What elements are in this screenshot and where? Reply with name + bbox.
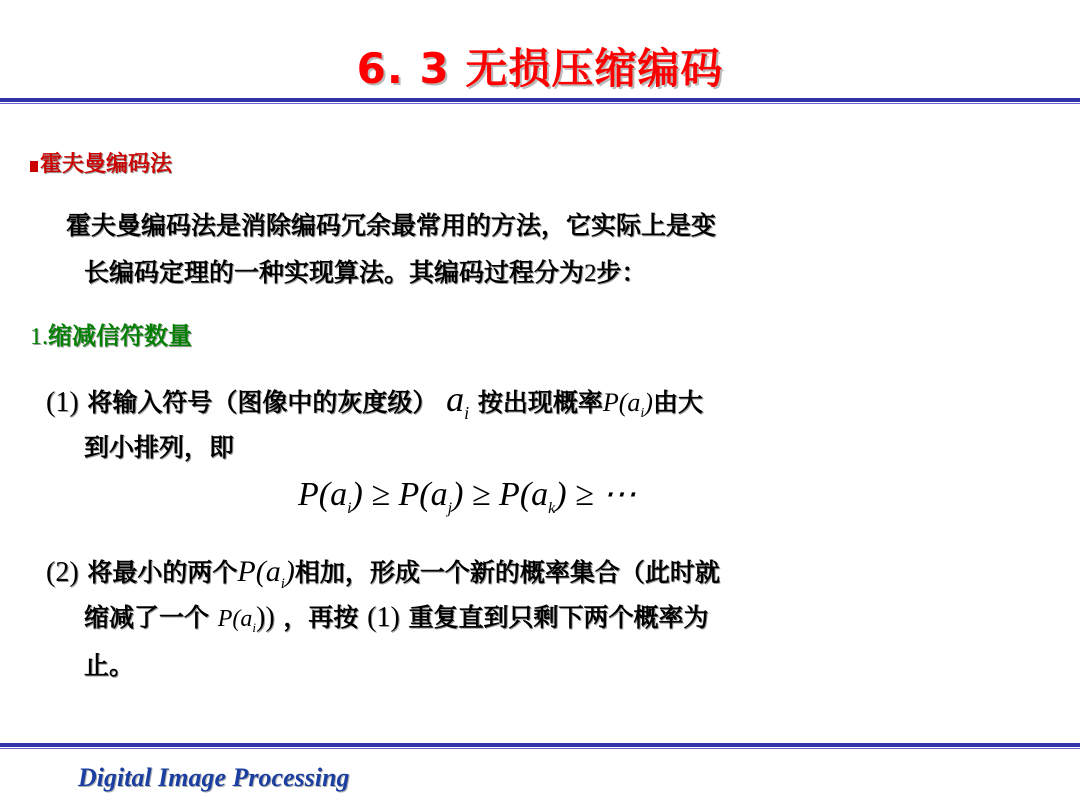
sub-step-2-text: 将最小的两个 [87, 558, 238, 587]
slide-title: 6. 3 无损压缩编码 [356, 44, 724, 93]
closing-parens: )) [256, 602, 275, 633]
intro-line-2 [84, 253, 647, 289]
prob-p-ai: $P(a_i)$ [237, 555, 295, 592]
prob-p-ai: $P(a_i)$ [602, 388, 653, 422]
step-1-label: 缩减信符数量 [48, 322, 192, 350]
section-heading [30, 147, 172, 178]
symbol-a-i: $a_i$ [446, 379, 470, 424]
step-count: 2 [584, 260, 597, 287]
prob-p-ai: $P(a_i$ [217, 606, 257, 635]
step-1-number: 1. [30, 324, 48, 350]
sub-step-2-line-1 [46, 553, 720, 593]
step-1-heading [30, 316, 192, 351]
sub-step-2-text-e: 重复直到只剩下两个概率为 [408, 603, 709, 632]
top-rule [0, 98, 1080, 102]
step-reference: (1) [367, 602, 400, 633]
sub-step-1-text-c: 由大 [652, 388, 703, 417]
bullet-icon [30, 161, 38, 172]
sub-step-1-marker: (1) [46, 387, 79, 418]
intro-text-end: 步： [596, 258, 647, 287]
sub-step-1-line-1 [46, 378, 703, 424]
bottom-rule [0, 743, 1080, 747]
sub-step-1-text-b: 按出现概率 [477, 388, 603, 417]
heading-text: 霍夫曼编码法 [40, 152, 173, 177]
sub-step-2-text-c: 缩减了一个 [84, 603, 210, 632]
sub-step-2-text-b: 相加，形成一个新的概率集合（此时就 [294, 558, 720, 587]
ordering-formula: $P(a_i) \ge P(a_j) \ge P(a_k)$ ≥ ⋯ [298, 476, 637, 517]
sub-step-2-line-3: 止。 [84, 651, 135, 680]
footer-course-title: Digital Image Processing [78, 763, 350, 792]
intro-line-1: 霍夫曼编码法是消除编码冗余最常用的方法，它实际上是变 [66, 211, 717, 240]
sub-step-1-text: 将输入符号（图像中的灰度级） [87, 388, 438, 417]
intro-text: 长编码定理的一种实现算法。其编码过程分为 [84, 258, 585, 287]
sub-step-2-marker: (2) [46, 557, 79, 588]
bottom-rule-thin [0, 748, 1080, 749]
top-rule-thin [0, 103, 1080, 104]
sub-step-2-text-d: ，再按 [283, 603, 359, 632]
sub-step-2-line-2 [84, 598, 709, 636]
sub-step-1-line-2: 到小排列，即 [84, 433, 235, 462]
